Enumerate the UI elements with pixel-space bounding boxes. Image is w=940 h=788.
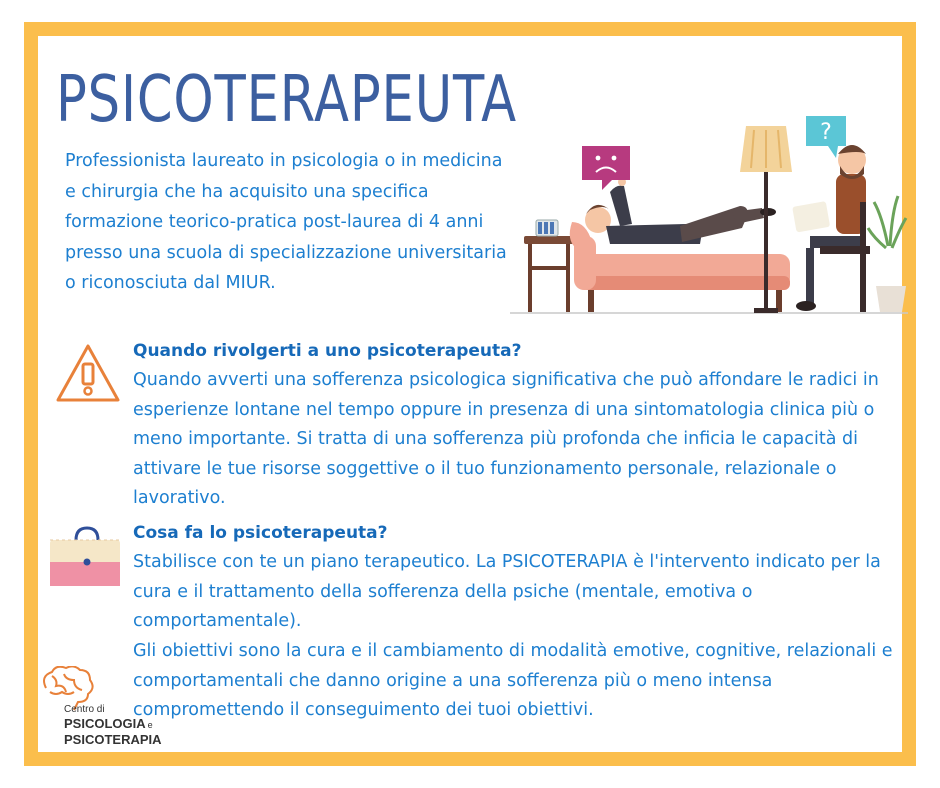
side-table: [524, 220, 574, 312]
patient-figure: [585, 178, 776, 244]
briefcase-icon: [46, 526, 124, 588]
intro-paragraph: Professionista laureato in psicologia o in medicina e chirurgia che ha acquisito una specifica formazione teorico-pratica post-laurea di 4 anni presso una scuola di specializzazione universitaria o riconosciuta dal MIUR.: [65, 151, 507, 293]
logo-line-1: Centro di: [64, 704, 105, 715]
logo-line-3: PSICOTERAPIA: [64, 732, 162, 747]
therapist-figure: [792, 145, 870, 312]
svg-text:?: ?: [820, 120, 832, 145]
therapy-session-illustration: [510, 116, 908, 318]
page-title: PSICOTERAPEUTA: [56, 63, 517, 137]
section-body-what-goals: Gli obiettivi sono la cura e il cambiamento di modalità emotive, cognitive, relazionali e comportamentali che danno origine a una sofferenza più o meno intensa compromettendo il conseguimento dei tuoi obiettivi.: [133, 641, 893, 720]
section-heading-what: Cosa fa lo psicoterapeuta?: [133, 523, 388, 543]
section-body-what: Stabilisce con te un piano terapeutico. La PSICOTERAPIA è l'intervento indicato per la cura e il trattamento della sofferenza della psiche (mentale, emotiva o comportamentale).: [133, 552, 881, 631]
section-body-when: Quando avverti una sofferenza psicologica significativa che può affondare le radici in esperienze lontane nel tempo oppure in presenza di una sintomatologia clinica più o meno importante. Si tratta di una sofferenza più profonda che inficia le capacità di attivare le tue risorse soggettive o il tuo funzionamento personale, relazionale o lavorativo.: [133, 370, 879, 508]
potted-plant: [868, 196, 906, 312]
logo-line-2: [64, 716, 153, 731]
logo-conjunction: e: [147, 720, 153, 730]
logo-psicologia: PSICOLOGIA: [64, 716, 146, 731]
center-logo: [38, 666, 162, 756]
section-heading-when: Quando rivolgerti a uno psicoterapeuta?: [133, 341, 522, 361]
warning-icon: [54, 342, 122, 404]
